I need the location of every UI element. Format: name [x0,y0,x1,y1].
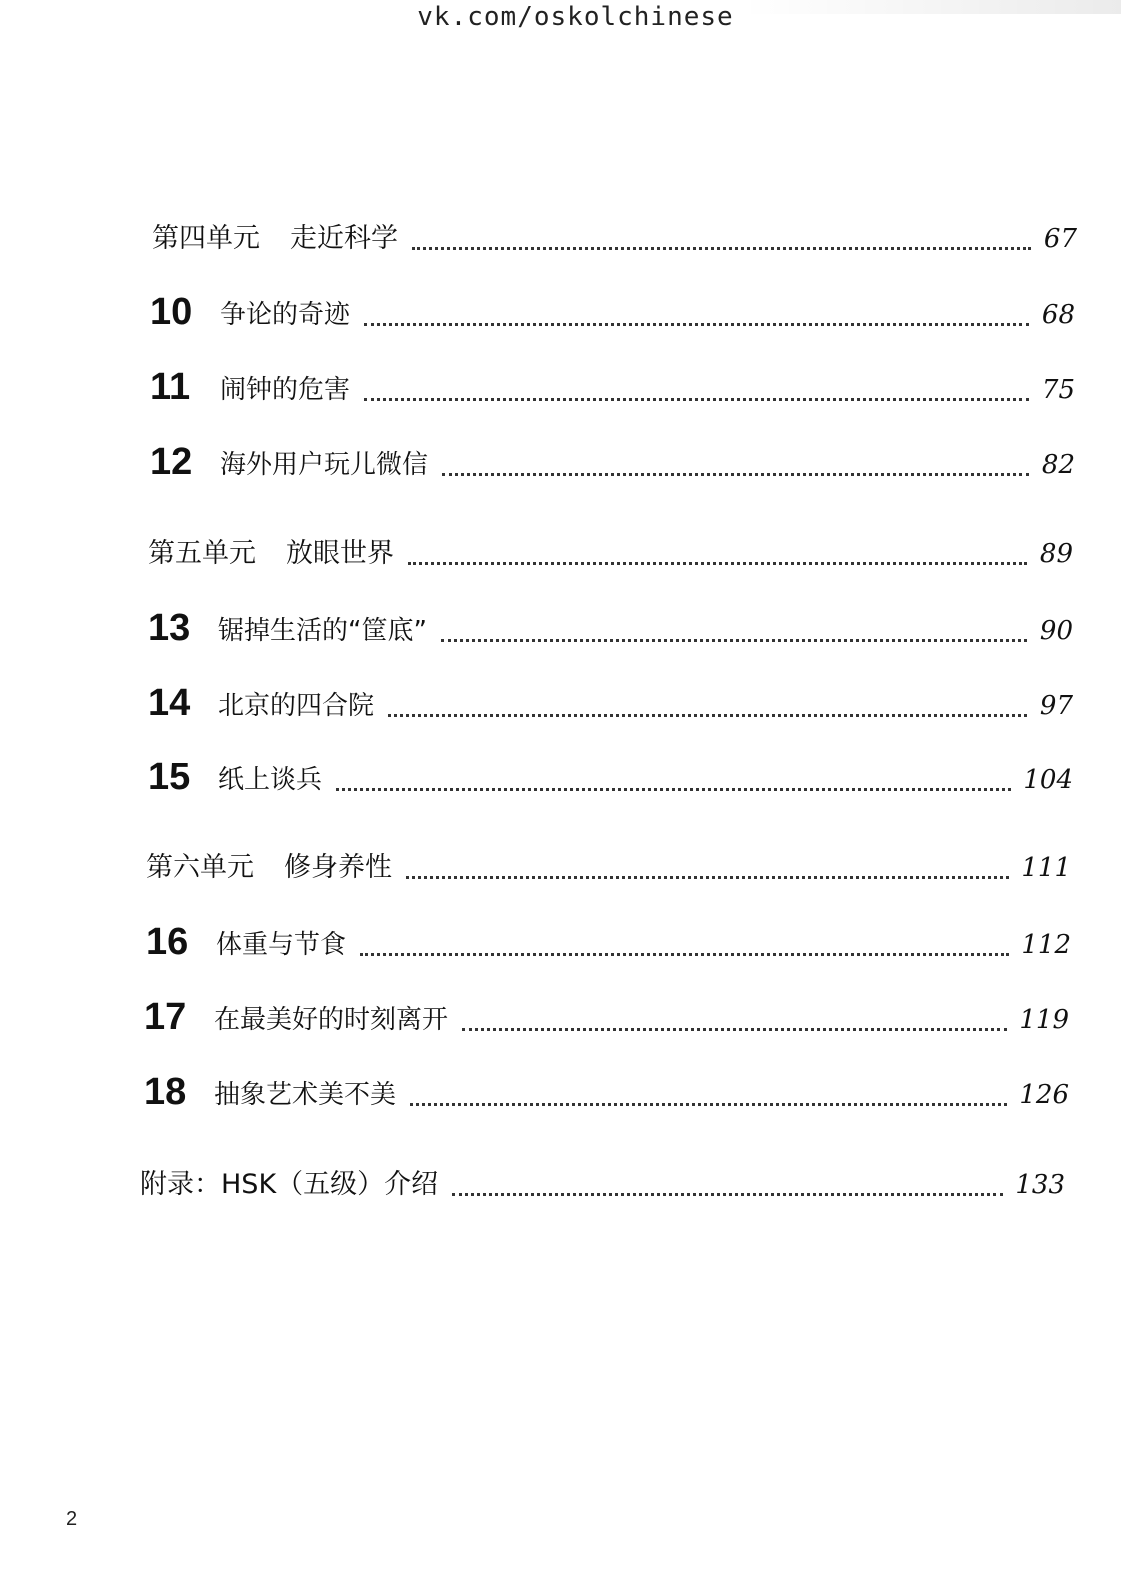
page-ref: 89 [1039,539,1073,569]
dot-leader [336,788,1011,791]
toc-unit-5[interactable] [148,537,1073,571]
dot-leader [406,876,1009,879]
lesson-number: 13 [148,607,191,649]
page-ref: 133 [1015,1170,1065,1200]
lesson-title: 争论的奇迹 [220,300,351,330]
dot-leader [410,1103,1007,1106]
unit-label: 第五单元 [148,538,256,569]
toc-unit-6[interactable] [146,851,1071,885]
toc-lesson-14[interactable] [148,683,1073,723]
lesson-number: 18 [144,1071,187,1113]
toc-lesson-11[interactable] [150,367,1075,407]
appendix-title: 附录：HSK（五级）介绍 [140,1169,439,1200]
dot-leader [462,1028,1007,1031]
watermark: vk.com/oskolchinese [417,2,734,32]
lesson-number: 15 [148,756,191,798]
dot-leader [364,398,1029,401]
page-ref: 90 [1039,616,1073,646]
dot-leader [408,562,1027,565]
page-ref: 82 [1041,450,1075,480]
lesson-title: 在最美好的时刻离开 [214,1005,449,1035]
unit-name: 放眼世界 [286,538,394,569]
page-ref: 104 [1023,765,1073,795]
lesson-number: 11 [150,366,191,408]
page-ref: 68 [1041,300,1075,330]
lesson-title: 海外用户玩儿微信 [220,450,429,480]
toc-lesson-18[interactable] [144,1072,1069,1112]
toc-lesson-10[interactable] [150,292,1075,332]
page-ref: 112 [1021,930,1071,960]
dot-leader [360,953,1009,956]
page-ref: 126 [1019,1080,1069,1110]
page-ref: 119 [1019,1005,1069,1035]
lesson-title: 体重与节食 [216,930,347,960]
unit-name: 修身养性 [284,852,392,883]
unit-label: 第四单元 [152,223,260,254]
unit-name: 走近科学 [290,223,398,254]
toc-lesson-17[interactable] [144,997,1069,1037]
dot-leader [452,1193,1003,1196]
page-ref: 67 [1043,224,1077,254]
page-number: 2 [66,1508,78,1530]
toc-lesson-16[interactable] [146,922,1071,962]
lesson-number: 14 [148,682,191,724]
lesson-title: 纸上谈兵 [218,765,323,795]
dot-leader [412,247,1031,250]
toc-lesson-12[interactable] [150,442,1075,482]
lesson-number: 16 [146,921,189,963]
table-of-contents [140,0,1090,1595]
page-ref: 97 [1039,691,1073,721]
lesson-title: 北京的四合院 [218,691,375,721]
dot-leader [441,639,1027,642]
lesson-title: 锯掉生活的“筐底” [218,616,427,646]
lesson-number: 12 [150,441,193,483]
toc-unit-4[interactable] [152,222,1077,256]
toc-lesson-15[interactable] [148,757,1073,797]
lesson-title: 闹钟的危害 [220,375,351,405]
toc-lesson-13[interactable] [148,608,1073,648]
page-ref: 111 [1021,853,1071,883]
unit-label: 第六单元 [146,852,254,883]
dot-leader [388,714,1027,717]
lesson-number: 10 [150,291,193,333]
dot-leader [364,323,1029,326]
dot-leader [442,473,1029,476]
toc-appendix[interactable] [140,1168,1065,1202]
page-ref: 75 [1041,375,1075,405]
lesson-title: 抽象艺术美不美 [214,1080,397,1110]
lesson-number: 17 [144,996,187,1038]
